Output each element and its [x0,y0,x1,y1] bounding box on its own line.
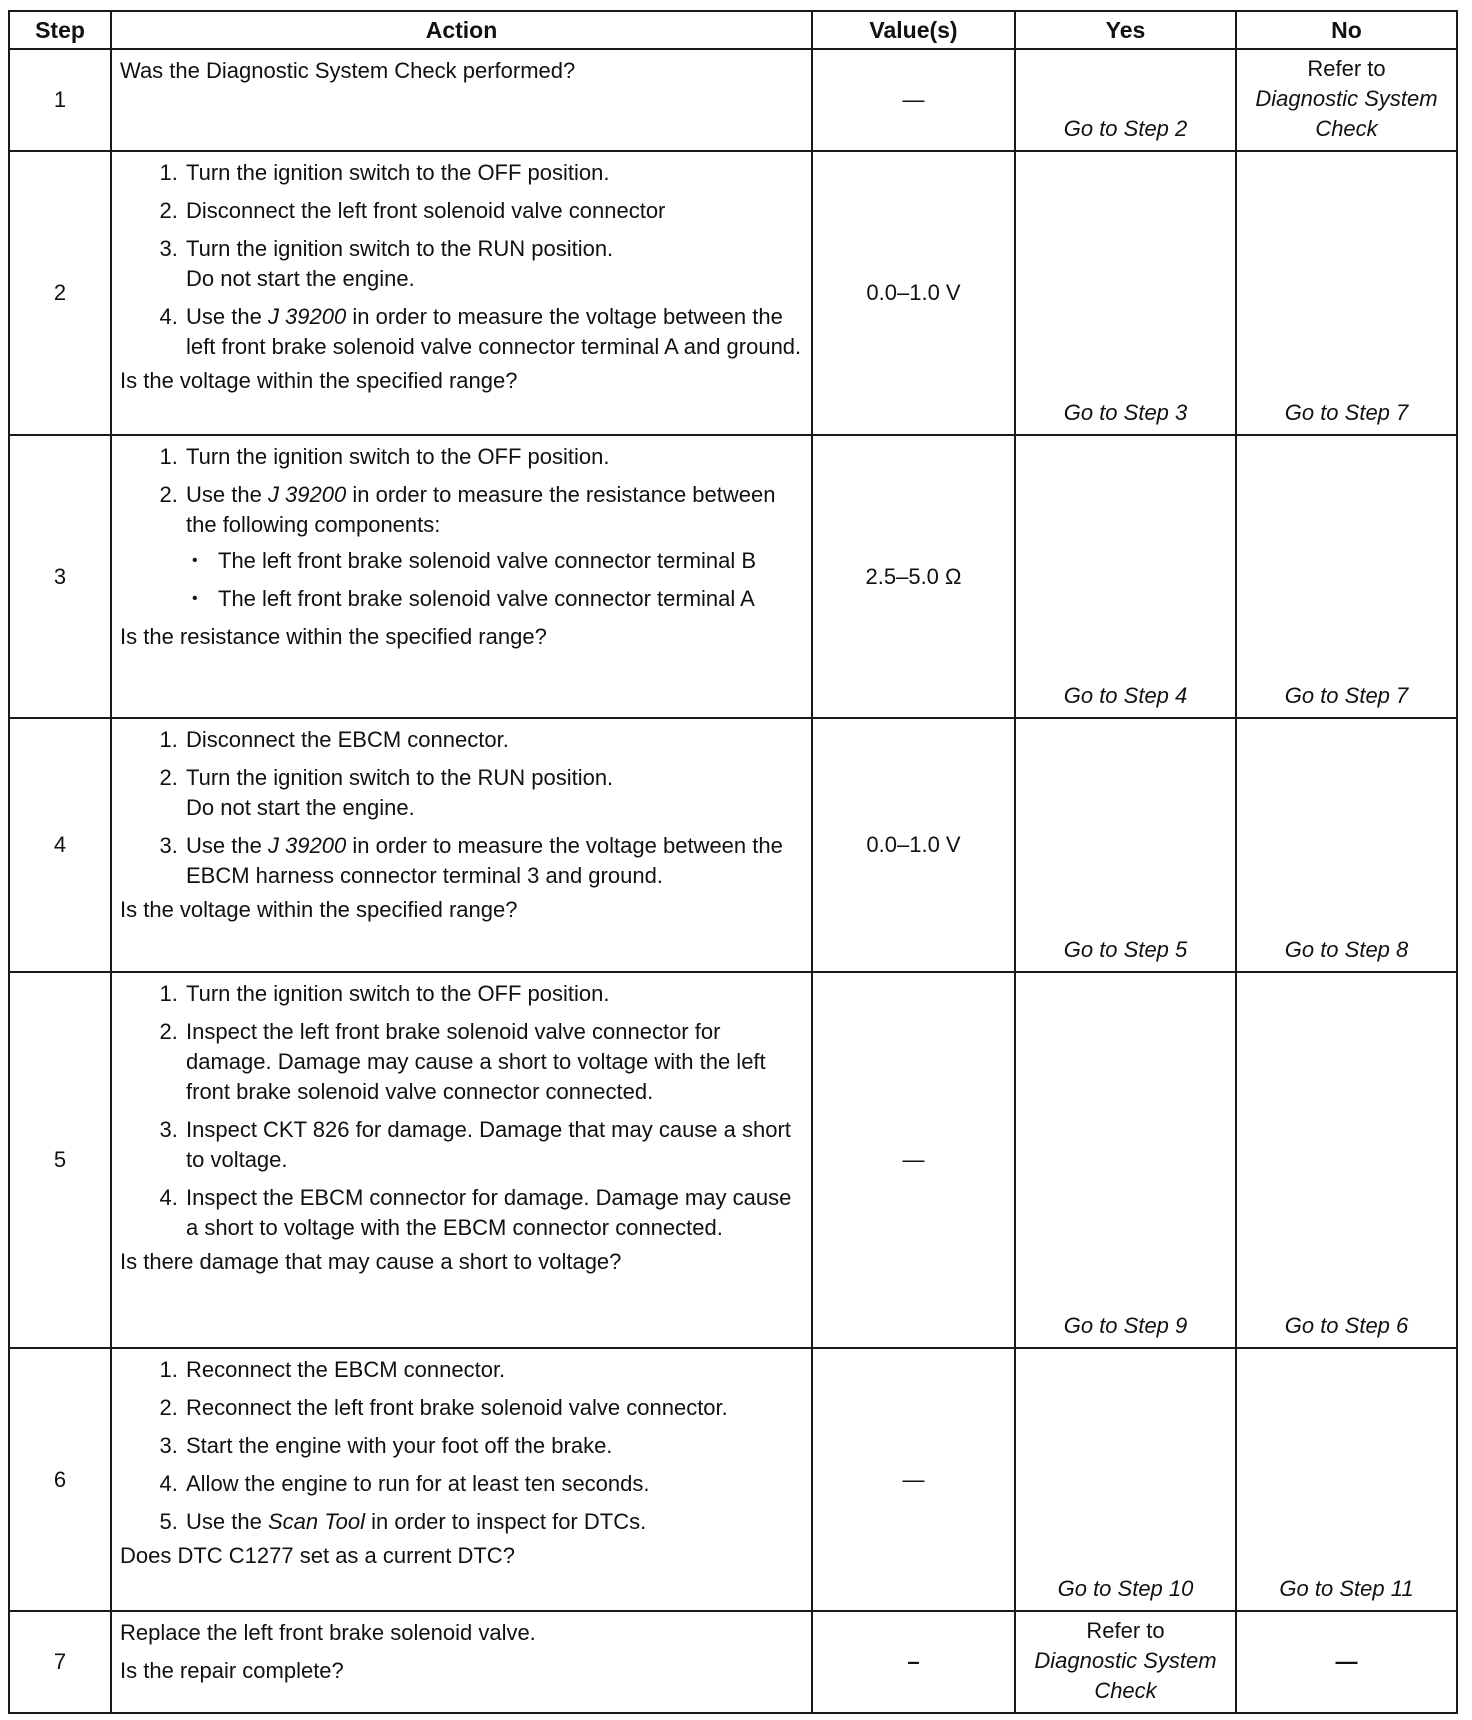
no-cell: Go to Step 11 [1236,1348,1457,1611]
action-steps [120,442,803,614]
header-yes: Yes [1015,11,1236,49]
action-step: 3. Use the J 39200 in order to measure the voltage between the EBCM harness connector terminal 3 and ground. [184,831,803,891]
tool-name: J 39200 [267,482,347,507]
table-row [9,151,1457,435]
component-item: • The left front brake solenoid valve connector terminal A [218,584,803,614]
no-cell [1236,49,1457,151]
diagnostic-table [8,10,1458,1714]
action-cell [111,435,812,718]
header-no: No [1236,11,1457,49]
action-cell [111,972,812,1348]
action-step: 1. Turn the ignition switch to the OFF position. [184,979,803,1009]
action-step: 1. Turn the ignition switch to the OFF position. [184,442,803,472]
question-text: Is the voltage within the specified range? [120,368,518,393]
action-cell [111,1348,812,1611]
action-step: 3. Start the engine with your foot off the brake. [184,1431,803,1461]
yes-cell: Go to Step 10 [1015,1348,1236,1611]
question-text: Does DTC C1277 set as a current DTC? [120,1543,515,1568]
refer-label: Refer to [1307,56,1386,81]
action-text: Was the Diagnostic System Check performed? [120,58,576,83]
table-row [9,972,1457,1348]
action-step: 2. Disconnect the left front solenoid valve connector [184,196,803,226]
step-number: 7 [9,1611,111,1713]
no-cell: Go to Step 7 [1236,435,1457,718]
no-cell: Go to Step 7 [1236,151,1457,435]
action-step: 1. Disconnect the EBCM connector. [184,725,803,755]
step-number: 3 [9,435,111,718]
action-step: 3. Inspect CKT 826 for damage. Damage that may cause a short to voltage. [184,1115,803,1175]
action-step: 2. Reconnect the left front brake solenoid valve connector. [184,1393,803,1423]
action-step: 2. Turn the ignition switch to the RUN position. Do not start the engine. [184,763,803,823]
no-cell: Go to Step 6 [1236,972,1457,1348]
refer-target: Diagnostic System Check [1034,1648,1217,1703]
header-action: Action [111,11,812,49]
yes-cell: Go to Step 4 [1015,435,1236,718]
yes-cell: Go to Step 3 [1015,151,1236,435]
action-step: 4. Use the J 39200 in order to measure the voltage between the left front brake solenoid valve connector terminal A and ground. [184,302,803,362]
question-text: Is there damage that may cause a short to voltage? [120,1249,622,1274]
action-cell [111,718,812,972]
table-row [9,1611,1457,1713]
action-text: Replace the left front brake solenoid valve. [120,1620,536,1645]
action-step: 4. Allow the engine to run for at least ten seconds. [184,1469,803,1499]
header-step: Step [9,11,111,49]
value-cell: — [812,1348,1015,1611]
no-cell: Go to Step 8 [1236,718,1457,972]
table-row [9,1348,1457,1611]
question-text: Is the resistance within the specified range? [120,624,547,649]
component-list [186,546,803,614]
step-number: 2 [9,151,111,435]
yes-cell: Go to Step 9 [1015,972,1236,1348]
header-values: Value(s) [812,11,1015,49]
header-row [9,11,1457,49]
action-step: 1. Reconnect the EBCM connector. [184,1355,803,1385]
step-number: 5 [9,972,111,1348]
action-step: 5. Use the Scan Tool in order to inspect for DTCs. [184,1507,803,1537]
action-cell [111,1611,812,1713]
tool-name: J 39200 [267,304,347,329]
action-steps [120,979,803,1243]
action-step: 3. Turn the ignition switch to the RUN position. Do not start the engine. [184,234,803,294]
table-row [9,435,1457,718]
action-steps [120,1355,803,1537]
action-step: 2. Use the J 39200 in order to measure the resistance between the following components: • The left front brake solenoid valve connector terminal B • The left front brake solenoid valve connector terminal A [184,480,803,614]
action-steps [120,158,803,362]
yes-cell: Go to Step 5 [1015,718,1236,972]
question-text: Is the voltage within the specified range? [120,897,518,922]
value-cell: 2.5–5.0 Ω [812,435,1015,718]
action-step: 1. Turn the ignition switch to the OFF position. [184,158,803,188]
step-number: 6 [9,1348,111,1611]
value-cell: 0.0–1.0 V [812,718,1015,972]
action-step: 2. Inspect the left front brake solenoid valve connector for damage. Damage may cause a short to voltage with the left front brake solenoid valve connector connected. [184,1017,803,1107]
refer-target: Diagnostic System Check [1255,86,1438,141]
component-item: • The left front brake solenoid valve connector terminal B [218,546,803,576]
table-row [9,718,1457,972]
tool-name: J 39200 [267,833,347,858]
table-row [9,49,1457,151]
yes-cell: Go to Step 2 [1015,49,1236,151]
action-steps [120,725,803,891]
tool-name: Scan Tool [267,1509,365,1534]
step-number: 1 [9,49,111,151]
action-cell [111,49,812,151]
refer-label: Refer to [1086,1618,1165,1643]
yes-cell [1015,1611,1236,1713]
value-cell: – [812,1611,1015,1713]
step-number: 4 [9,718,111,972]
value-cell: — [812,49,1015,151]
action-cell [111,151,812,435]
value-cell: 0.0–1.0 V [812,151,1015,435]
no-cell: — [1236,1611,1457,1713]
action-step: 4. Inspect the EBCM connector for damage. Damage may cause a short to voltage with the EBCM connector connected. [184,1183,803,1243]
value-cell: — [812,972,1015,1348]
question-text: Is the repair complete? [120,1658,344,1683]
